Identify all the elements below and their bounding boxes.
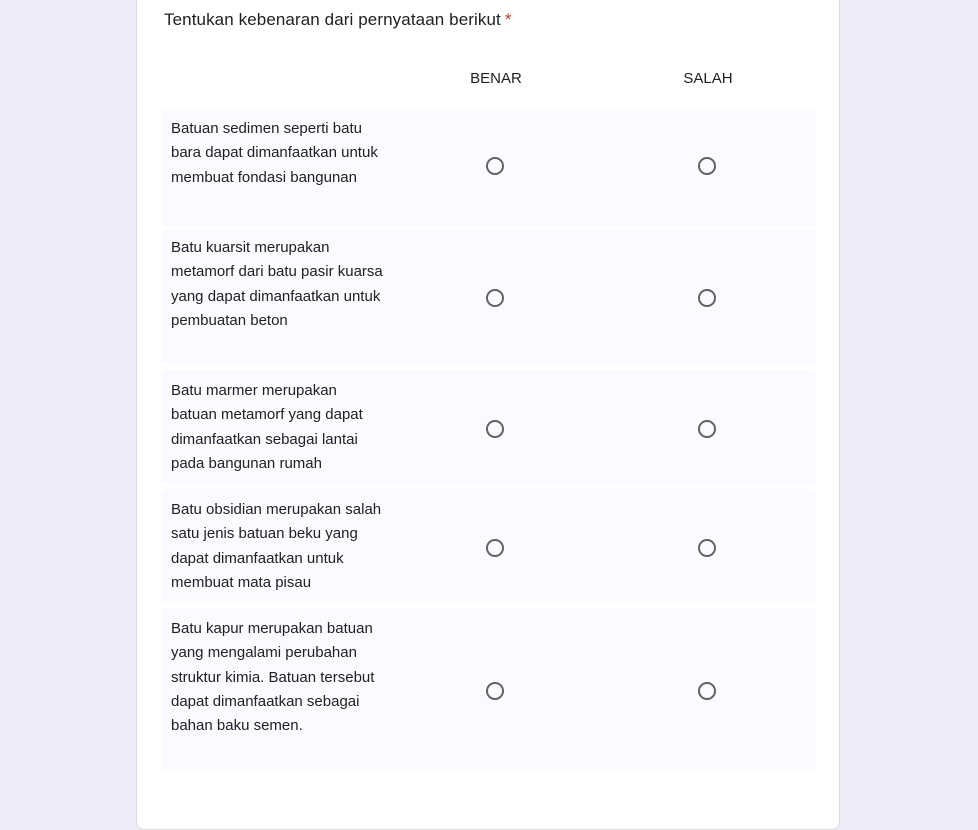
question-title: [164, 10, 512, 30]
row-label: Batu marmer merupakan batuan metamorf yang dapat dimanfaatkan sebagai lantai pada bangunan rumah: [171, 382, 363, 472]
question-title-text: Tentukan kebenaran dari pernyataan berikut: [164, 10, 501, 29]
row-label: Batu kuarsit merupakan metamorf dari batu pasir kuarsa yang dapat dimanfaatkan untuk pembuatan beton: [171, 239, 383, 329]
grid-row: [161, 229, 816, 365]
column-header-salah: SALAH: [683, 70, 733, 87]
radio-benar-row-5[interactable]: [486, 682, 504, 700]
radio-salah-row-1[interactable]: [698, 157, 716, 175]
radio-salah-row-3[interactable]: [698, 420, 716, 438]
radio-benar-row-2[interactable]: [486, 289, 504, 307]
required-asterisk: *: [504, 10, 512, 29]
radio-salah-row-2[interactable]: [698, 289, 716, 307]
grid-row: [161, 608, 816, 772]
radio-benar-row-3[interactable]: [486, 420, 504, 438]
row-label: Batuan sedimen seperti batu bara dapat dimanfaatkan untuk membuat fondasi bangunan: [171, 120, 378, 186]
radio-benar-row-1[interactable]: [486, 157, 504, 175]
radio-benar-row-4[interactable]: [486, 539, 504, 557]
row-label: Batu kapur merupakan batuan yang mengalami perubahan struktur kimia. Batuan tersebut dapat dimanfaatkan sebagai bahan baku semen.: [171, 620, 375, 735]
radio-salah-row-4[interactable]: [698, 539, 716, 557]
radio-salah-row-5[interactable]: [698, 682, 716, 700]
grid-row: [161, 370, 816, 485]
grid-row: [161, 108, 816, 226]
row-label: Batu obsidian merupakan salah satu jenis batuan beku yang dapat dimanfaatkan untuk membuat mata pisau: [171, 501, 382, 591]
grid-row: [161, 489, 816, 604]
column-header-benar: BENAR: [470, 70, 522, 87]
